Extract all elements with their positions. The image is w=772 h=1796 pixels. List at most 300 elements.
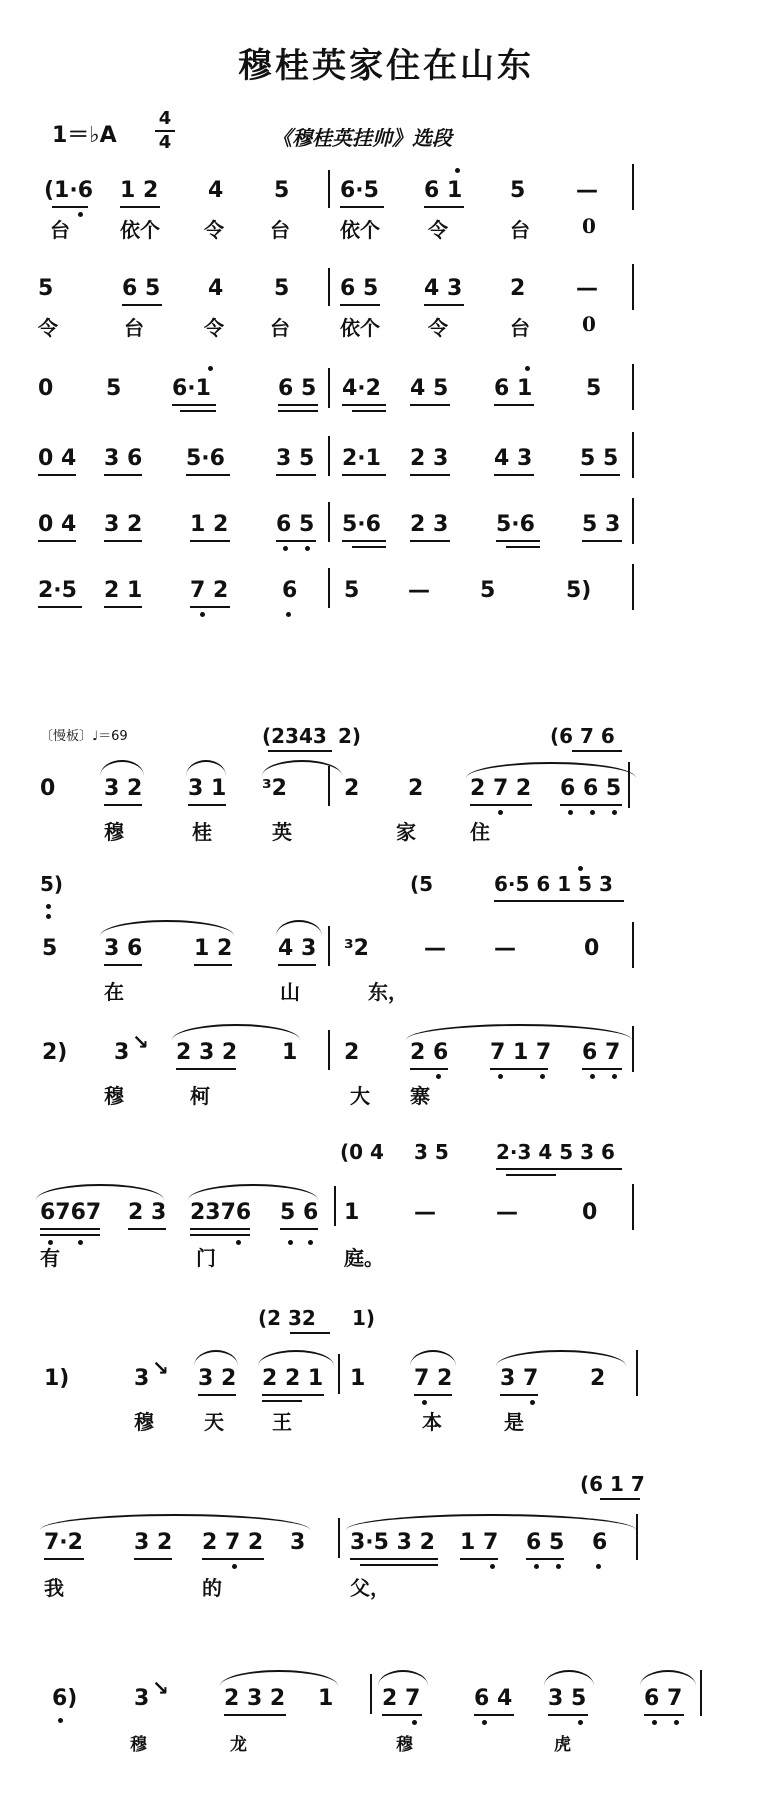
low-octave-dot: [674, 1720, 679, 1725]
note-group: ³2: [262, 776, 287, 801]
note-group: 7 2: [190, 578, 229, 603]
note-group: 2 3: [128, 1200, 167, 1225]
barline: [370, 1674, 372, 1714]
note-group: 6·1: [172, 376, 211, 401]
low-octave-dot: [46, 904, 51, 909]
note-group: 6: [592, 1530, 608, 1555]
lyric: 门: [196, 1246, 216, 1270]
note-group: 6 1: [494, 376, 533, 401]
note-group: 3 6: [104, 936, 143, 961]
high-octave-dot: [578, 866, 583, 871]
note-group: 6 5: [278, 376, 317, 401]
lyric: 天: [204, 1410, 224, 1434]
low-octave-dot: [596, 1564, 601, 1569]
slur: [40, 1514, 310, 1530]
note-group: —: [408, 578, 430, 603]
lyric: 寨: [410, 1084, 430, 1108]
barline: [328, 1030, 330, 1070]
note-group: 4 3: [424, 276, 463, 301]
slur: [410, 1350, 456, 1366]
note-group: 6 5: [276, 512, 315, 537]
low-octave-dot: [612, 810, 617, 815]
low-octave-dot: [422, 1400, 427, 1405]
turn-arrow-icon: ↘: [152, 1356, 169, 1380]
note-group: 3 5: [548, 1686, 587, 1711]
note-group: —: [576, 178, 598, 203]
slur: [544, 1670, 594, 1686]
barline: [328, 170, 330, 208]
underline: [414, 1394, 452, 1396]
note-group: 3 5: [276, 446, 315, 471]
low-octave-dot: [308, 1240, 313, 1245]
underline: [490, 1068, 548, 1070]
barline: [328, 568, 330, 608]
underline: [340, 304, 380, 306]
barline: [632, 498, 634, 544]
note-group: 6 6 5: [560, 776, 622, 801]
underline: [104, 474, 142, 476]
barline: [632, 922, 634, 968]
note-group: 2: [344, 1040, 360, 1065]
note-group: 6767: [40, 1200, 102, 1225]
note-group: 6 7: [582, 1040, 621, 1065]
underline: [580, 474, 620, 476]
low-octave-dot: [590, 810, 595, 815]
underline: [104, 540, 142, 542]
low-octave-dot: [498, 1074, 503, 1079]
note-group: 2 7: [382, 1686, 421, 1711]
slur: [100, 760, 144, 776]
underline: [52, 206, 88, 208]
underline: [500, 1394, 538, 1396]
note-group: 1: [318, 1686, 334, 1711]
note-group: —: [576, 276, 598, 301]
note-group: 1: [350, 1366, 366, 1391]
turn-arrow-icon: ↘: [132, 1030, 149, 1054]
low-octave-dot: [46, 914, 51, 919]
note-group: 3 6: [104, 446, 143, 471]
barline: [632, 564, 634, 610]
underline: [360, 1564, 438, 1566]
underline: [342, 404, 386, 406]
lyric: 穆: [130, 1735, 147, 1755]
note-group: 3 2: [104, 776, 143, 801]
underline: [38, 606, 82, 608]
note-group: 3: [114, 1040, 130, 1065]
note-group: 5: [106, 376, 122, 401]
low-octave-dot: [540, 1074, 545, 1079]
lyric: 龙: [230, 1735, 247, 1755]
lyric: 依个: [120, 218, 160, 242]
lyric: 虎: [554, 1735, 571, 1755]
note-group: 6): [52, 1686, 78, 1711]
note-group: 3: [134, 1686, 150, 1711]
bracket-phrase: 3 5: [414, 1140, 449, 1164]
note-group: 5: [274, 276, 290, 301]
bracket-phrase: (5: [410, 872, 434, 896]
barline: [700, 1670, 702, 1716]
underline: [268, 750, 332, 752]
underline: [548, 1714, 588, 1716]
low-octave-dot: [568, 810, 573, 815]
underline: [582, 540, 622, 542]
underline: [410, 1068, 448, 1070]
lyric: 穆: [104, 1084, 124, 1108]
underline: [276, 474, 316, 476]
low-octave-dot: [305, 546, 310, 551]
underline: [600, 1498, 640, 1500]
underline: [410, 474, 450, 476]
underline: [198, 1394, 236, 1396]
bracket-phrase: (6 7 6: [550, 724, 615, 748]
note-group: 3 2: [134, 1530, 173, 1555]
underline: [104, 606, 142, 608]
slur: [640, 1670, 696, 1686]
lyric: 令: [428, 218, 448, 242]
underline: [460, 1558, 498, 1560]
lyric: 穆: [104, 820, 124, 844]
underline: [342, 540, 386, 542]
barline: [632, 264, 634, 310]
underline: [644, 1714, 684, 1716]
barline: [338, 1354, 340, 1394]
note-group: 4·2: [342, 376, 381, 401]
lyric: 令: [428, 316, 448, 340]
underline: [506, 546, 540, 548]
underline: [496, 1168, 622, 1170]
time-signature: [152, 108, 178, 154]
note-group: 5 5: [580, 446, 619, 471]
turn-arrow-icon: ↘: [152, 1676, 169, 1700]
low-octave-dot: [534, 1564, 539, 1569]
underline: [120, 206, 160, 208]
note-group: 6 7: [644, 1686, 683, 1711]
barline: [628, 762, 630, 808]
opera-excerpt-subtitle: 《穆桂英挂帅》选段: [272, 126, 452, 150]
high-octave-dot: [208, 366, 213, 371]
note-group: 3 1: [188, 776, 227, 801]
slur: [220, 1670, 338, 1686]
barline: [338, 1518, 340, 1558]
note-group: (1·6: [44, 178, 94, 203]
note-group: 2: [344, 776, 360, 801]
note-group: 4: [208, 178, 224, 203]
note-group: 2 1: [104, 578, 143, 603]
note-group: 1: [282, 1040, 298, 1065]
underline: [278, 964, 316, 966]
underline: [290, 1332, 330, 1334]
slur: [496, 1350, 626, 1366]
barline: [636, 1514, 638, 1560]
note-group: ³2: [344, 936, 369, 961]
key-signature: 1＝♭A: [52, 123, 117, 148]
underline: [40, 1234, 100, 1236]
note-group: 5 6: [280, 1200, 319, 1225]
underline: [410, 540, 450, 542]
barline: [632, 432, 634, 478]
underline: [190, 1228, 250, 1230]
barline: [328, 436, 330, 476]
lyric: 台: [124, 316, 144, 340]
bracket-phrase: (2 32: [258, 1306, 316, 1330]
lyric: 0: [582, 214, 596, 238]
underline: [410, 404, 450, 406]
note-group: 6 5: [526, 1530, 565, 1555]
underline: [496, 540, 540, 542]
lyric: 柯: [190, 1084, 210, 1108]
bracket-phrase: (6 1 7: [580, 1472, 645, 1496]
lyric: 台: [510, 218, 530, 242]
bracket-phrase: (2343: [262, 724, 327, 748]
lyric: 依个: [340, 218, 380, 242]
note-group: 5·6: [342, 512, 381, 537]
note-group: 7 2: [414, 1366, 453, 1391]
underline: [280, 1228, 318, 1230]
slur: [406, 1024, 632, 1040]
low-octave-dot: [482, 1720, 487, 1725]
note-group: 4 3: [494, 446, 533, 471]
note-group: 0: [582, 1200, 598, 1225]
barline: [328, 268, 330, 306]
underline: [424, 304, 464, 306]
underline: [352, 410, 386, 412]
barline: [632, 164, 634, 210]
underline: [526, 1558, 564, 1560]
underline: [176, 1068, 236, 1070]
note-group: 2: [408, 776, 424, 801]
note-group: 7·2: [44, 1530, 83, 1555]
bracket-phrase: 5): [40, 872, 64, 896]
lyric: 0: [582, 312, 596, 336]
underline: [190, 606, 230, 608]
note-group: 5 3: [582, 512, 621, 537]
low-octave-dot: [652, 1720, 657, 1725]
barline: [632, 364, 634, 410]
lyric: 家: [396, 820, 416, 844]
lyric: 台: [510, 316, 530, 340]
note-group: 0: [38, 376, 54, 401]
low-octave-dot: [612, 1074, 617, 1079]
note-group: 3 2: [104, 512, 143, 537]
lyric: 令: [204, 316, 224, 340]
slur: [346, 1514, 636, 1530]
underline: [134, 1558, 172, 1560]
lyric: 在: [104, 980, 124, 1004]
underline: [506, 1174, 556, 1176]
note-group: 5: [510, 178, 526, 203]
note-group: —: [496, 1200, 518, 1225]
meter-bottom: 4: [158, 132, 172, 153]
underline: [190, 540, 230, 542]
bracket-phrase: 1): [352, 1306, 376, 1330]
note-group: 1 2: [194, 936, 233, 961]
note-group: 1 2: [120, 178, 159, 203]
underline: [278, 410, 318, 412]
underline: [128, 1228, 166, 1230]
note-group: 2 3: [410, 446, 449, 471]
low-octave-dot: [78, 212, 83, 217]
note-group: 0 4: [38, 512, 77, 537]
lyric: 住: [470, 820, 490, 844]
underline: [202, 1558, 264, 1560]
high-octave-dot: [525, 366, 530, 371]
underline: [38, 474, 76, 476]
low-octave-dot: [498, 810, 503, 815]
low-octave-dot: [78, 1240, 83, 1245]
lyric: 穆: [396, 1735, 413, 1755]
low-octave-dot: [288, 1240, 293, 1245]
note-group: 1 2: [190, 512, 229, 537]
underline: [474, 1714, 514, 1716]
note-group: 3·5 3 2: [350, 1530, 435, 1555]
lyric: 山: [280, 980, 300, 1004]
note-group: 2: [590, 1366, 606, 1391]
lyric: 令: [38, 316, 58, 340]
underline: [582, 1068, 622, 1070]
low-octave-dot: [436, 1074, 441, 1079]
note-group: 3: [134, 1366, 150, 1391]
underline: [104, 804, 142, 806]
underline: [494, 404, 534, 406]
underline: [278, 404, 318, 406]
note-group: 3 2: [198, 1366, 237, 1391]
underline: [470, 804, 532, 806]
low-octave-dot: [232, 1564, 237, 1569]
underline: [104, 964, 142, 966]
underline: [180, 410, 216, 412]
note-group: 3 7: [500, 1366, 539, 1391]
lyric: 大: [350, 1084, 370, 1108]
note-group: 1: [344, 1200, 360, 1225]
underline: [262, 1400, 302, 1402]
barline: [632, 1026, 634, 1072]
underline: [186, 474, 230, 476]
bracket-phrase: 2·3 4 5 3 6: [496, 1140, 615, 1164]
note-group: 2 3: [410, 512, 449, 537]
note-group: 3: [290, 1530, 306, 1555]
low-octave-dot: [590, 1074, 595, 1079]
tempo-marking: 〔慢板〕♩＝69: [40, 729, 128, 744]
barline: [328, 926, 330, 966]
note-group: —: [424, 936, 446, 961]
note-group: 5: [38, 276, 54, 301]
note-group: 5: [274, 178, 290, 203]
note-group: —: [414, 1200, 436, 1225]
low-octave-dot: [556, 1564, 561, 1569]
underline: [40, 1228, 100, 1230]
lyric: 本: [422, 1410, 442, 1434]
slur: [36, 1184, 164, 1200]
note-group: 4 3: [278, 936, 317, 961]
note-group: 5·6: [496, 512, 535, 537]
slur: [466, 762, 636, 778]
note-group: 5: [344, 578, 360, 603]
note-group: 1): [44, 1366, 70, 1391]
lyric: 是: [504, 1410, 524, 1434]
low-octave-dot: [236, 1240, 241, 1245]
bracket-phrase: (0 4: [340, 1140, 384, 1164]
barline: [632, 1184, 634, 1230]
lyric: 依个: [340, 316, 380, 340]
underline: [572, 750, 622, 752]
underline: [44, 1558, 84, 1560]
slur: [194, 1350, 238, 1366]
underline: [122, 304, 162, 306]
underline: [224, 1714, 286, 1716]
lyric: 台: [270, 218, 290, 242]
underline: [262, 1394, 324, 1396]
underline: [190, 1234, 250, 1236]
slur: [258, 1350, 334, 1366]
underline: [494, 474, 534, 476]
note-group: —: [494, 936, 516, 961]
low-octave-dot: [578, 1720, 583, 1725]
lyric: 桂: [192, 820, 212, 844]
high-octave-dot: [455, 168, 460, 173]
note-group: 5: [480, 578, 496, 603]
underline: [342, 474, 386, 476]
underline: [194, 964, 232, 966]
lyric: 东，: [368, 980, 408, 1004]
lyric: 的: [202, 1576, 222, 1600]
lyric: 台: [270, 316, 290, 340]
note-group: 2 7 2: [202, 1530, 264, 1555]
slur: [172, 1024, 300, 1040]
note-group: 6 1: [424, 178, 463, 203]
lyric: 令: [204, 218, 224, 242]
slur: [276, 920, 322, 936]
low-octave-dot: [412, 1720, 417, 1725]
note-group: 6 4: [474, 1686, 513, 1711]
slur: [186, 760, 226, 776]
note-group: 2376: [190, 1200, 252, 1225]
slur: [100, 920, 234, 936]
underline: [350, 1558, 438, 1560]
lyric: 父，: [350, 1576, 390, 1600]
slur: [378, 1670, 428, 1686]
underline: [560, 804, 622, 806]
meter-top: 4: [158, 108, 172, 129]
low-octave-dot: [58, 1718, 63, 1723]
underline: [382, 1714, 422, 1716]
barline: [328, 502, 330, 542]
note-group: 6 5: [340, 276, 379, 301]
note-group: 2 3 2: [224, 1686, 286, 1711]
underline: [172, 404, 216, 406]
note-group: 2·1: [342, 446, 381, 471]
low-octave-dot: [283, 546, 288, 551]
lyric: 王: [272, 1410, 292, 1434]
low-octave-dot: [490, 1564, 495, 1569]
lyric: 我: [44, 1576, 64, 1600]
underline: [276, 540, 316, 542]
underline: [424, 206, 464, 208]
low-octave-dot: [530, 1400, 535, 1405]
note-group: 2 7 2: [470, 776, 532, 801]
slur: [262, 760, 342, 776]
note-group: 6 5: [122, 276, 161, 301]
barline: [636, 1350, 638, 1396]
note-group: 0 4: [38, 446, 77, 471]
note-group: 2 3 2: [176, 1040, 238, 1065]
note-group: 1 7: [460, 1530, 499, 1555]
note-group: 5: [586, 376, 602, 401]
underline: [352, 546, 386, 548]
note-group: 2: [510, 276, 526, 301]
bracket-phrase: 2): [338, 724, 362, 748]
slur: [188, 1184, 318, 1200]
note-group: 4 5: [410, 376, 449, 401]
